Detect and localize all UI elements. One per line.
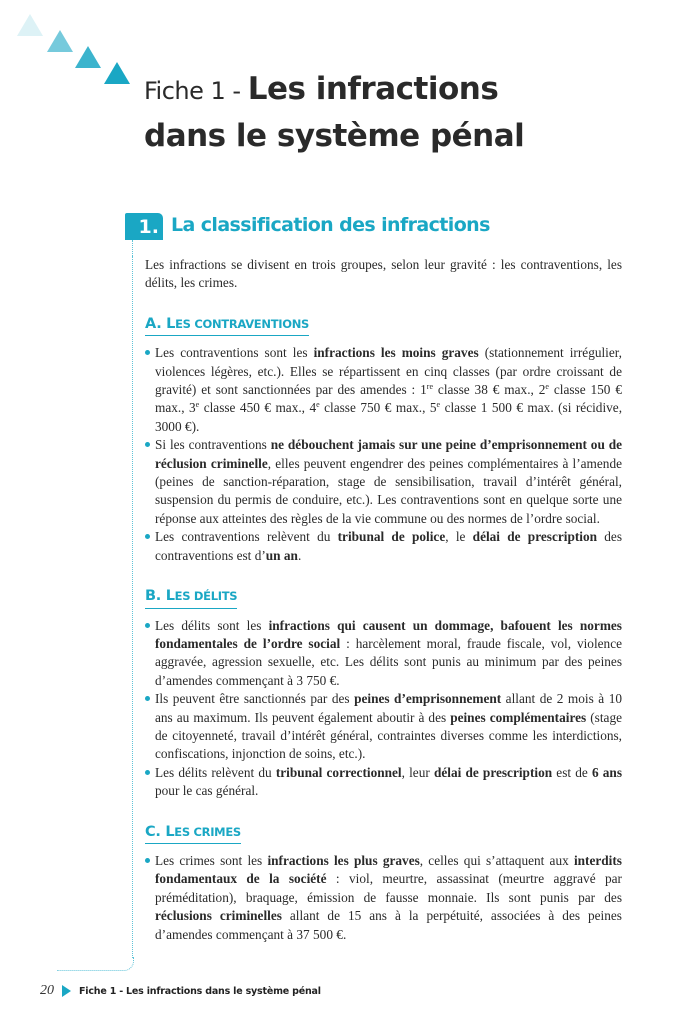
heading-part: C.: [145, 823, 166, 840]
heading-part: B.: [145, 588, 166, 605]
list-item: [145, 852, 622, 944]
text-segment: (stationnement irrégulier, violences légères, etc.). Elles se répartissent en cinq classes (par ordre croissant de gravité) et sont sanctionnées par des amendes : 1: [155, 345, 623, 398]
text-segment: , elles peuvent engendrer des peines complémentaires à l’amende (peines de sanction-réparation, stage de sensibilisation, travail d’intérêt général, suspension du permis de conduire, etc.). Les contraventions sont en quelque sorte une réponse aux atteintes des règles de la vie commune ou des normes de l’ordre social.: [155, 455, 623, 526]
text-segment: e: [436, 400, 441, 410]
text-segment: , le: [445, 529, 473, 545]
list-item: [145, 436, 622, 528]
text-segment: : viol, meurtre, assassinat (meurtre aggravé par préméditation), braquage, émission de fausse monnaie. Ils sont punis par des: [155, 871, 622, 905]
text-segment: re: [426, 382, 434, 392]
text-segment: classe 750 € max., 5: [319, 400, 437, 416]
text-segment: classe 38 € max., 2: [433, 382, 546, 398]
heading-part: ES CONTRAVENTIONS: [175, 316, 309, 331]
section-content: [145, 256, 622, 944]
running-title: Fiche 1 - Les infractions dans le système pénal: [79, 985, 321, 997]
bullet-list: [145, 617, 622, 801]
subsection-heading: [145, 823, 241, 844]
list-item: [145, 617, 622, 691]
text-segment: classe 450 € max., 4: [199, 400, 317, 416]
text-segment: : harcèlement moral, fraude fiscale, vol, violence aggravée, agression sexuelle, etc. Les délits sont punis au minimum par des peines d’amendes commençant à 3 750 €.: [155, 635, 622, 688]
bold-text: peines complémentaires: [450, 709, 587, 725]
heading-part: L: [165, 823, 175, 840]
text-segment: classe 1 500 € max. (si récidive, 3000 €).: [155, 400, 623, 434]
subsection-heading: [145, 315, 309, 336]
text-segment: des contraventions est d’: [155, 529, 622, 563]
text-segment: Les contraventions relèvent du: [155, 529, 338, 545]
bold-text: interdits fondamentaux de la société: [155, 852, 622, 887]
text-segment: Ils peuvent être sanctionnés par des: [155, 691, 355, 707]
text-segment: Les contraventions sont les: [155, 345, 314, 361]
bold-text: ne débouchent jamais sur une peine d’emprisonnement ou de réclusion criminelle: [155, 437, 622, 471]
title-line-2: dans le système pénal: [144, 118, 525, 154]
heading-part: L: [165, 588, 175, 605]
text-segment: , leur: [401, 764, 434, 780]
bold-text: 6 ans: [591, 764, 623, 780]
subsection-heading: [145, 587, 237, 608]
text-segment: e: [316, 400, 320, 410]
bold-text: infractions les moins graves: [313, 345, 479, 361]
text-segment: Les crimes sont les: [155, 852, 268, 868]
text-segment: allant de 15 ans à la perpétuité, associées à des peines d’amendes commençant à 37 500 €.: [155, 908, 622, 942]
text-segment: Les délits sont les: [155, 617, 269, 633]
text-segment: classe 150 € max., 3: [155, 382, 622, 416]
page-number: 20: [40, 983, 54, 998]
section-title: La classification des infractions: [171, 214, 490, 236]
footer-arrow-icon: [62, 985, 71, 997]
intro-paragraph: Les infractions se divisent en trois groupes, selon leur gravité : les contraventions, les délits, les crimes.: [145, 257, 622, 291]
text-segment: Si les contraventions: [155, 437, 271, 453]
text-segment: allant de 2 mois à 10 ans au maximum. Ils peuvent également aboutir à des: [155, 691, 622, 725]
bold-text: délai de prescription: [472, 529, 598, 545]
subsections: [145, 315, 622, 944]
text-segment: (stage de citoyenneté, travail d’intérêt général, contraintes diverses comme les interdictions, confiscations, injonction de soins, etc.).: [155, 709, 622, 762]
bold-text: tribunal de police: [337, 529, 446, 545]
subsection-heading-row: [145, 823, 622, 852]
text-segment: .: [297, 547, 302, 563]
heading-part: ES DÉLITS: [174, 589, 238, 604]
section-number: 1.: [125, 213, 163, 240]
bold-text: infractions qui causent un dommage, bafouent les normes fondamentales de l’ordre social: [155, 617, 622, 651]
text-segment: Les délits relèvent du: [155, 764, 276, 780]
section-dotted-corner: [57, 957, 134, 971]
bold-text: un an: [265, 547, 298, 563]
bold-text: infractions les plus graves: [267, 852, 420, 868]
title-prefix: Fiche 1 -: [144, 77, 248, 105]
page-footer: [40, 983, 700, 1013]
bold-text: tribunal correctionnel: [275, 764, 402, 780]
subsection-heading-row: [145, 315, 622, 344]
subsection-heading-row: [145, 587, 622, 616]
bold-text: délai de prescription: [433, 764, 553, 780]
bold-text: réclusions criminelles: [155, 908, 282, 924]
text-segment: , celles qui s’attaquent aux: [419, 852, 574, 868]
list-item: [145, 690, 622, 764]
list-item: [145, 344, 622, 436]
text-segment: est de: [552, 764, 592, 780]
bold-text: peines d’emprisonnement: [354, 691, 502, 707]
heading-part: ES CRIMES: [174, 824, 241, 839]
text-segment: e: [195, 400, 200, 410]
bullet-list: [145, 344, 622, 565]
text-segment: e: [545, 382, 549, 392]
bullet-list: [145, 852, 622, 944]
title-line-1: Les infractions: [247, 71, 499, 107]
section-dotted-rule: [132, 256, 622, 958]
text-segment: pour le cas général.: [155, 783, 259, 799]
heading-part: L: [166, 315, 176, 332]
list-item: [145, 528, 622, 565]
list-item: [145, 764, 622, 801]
heading-part: A.: [145, 315, 167, 332]
